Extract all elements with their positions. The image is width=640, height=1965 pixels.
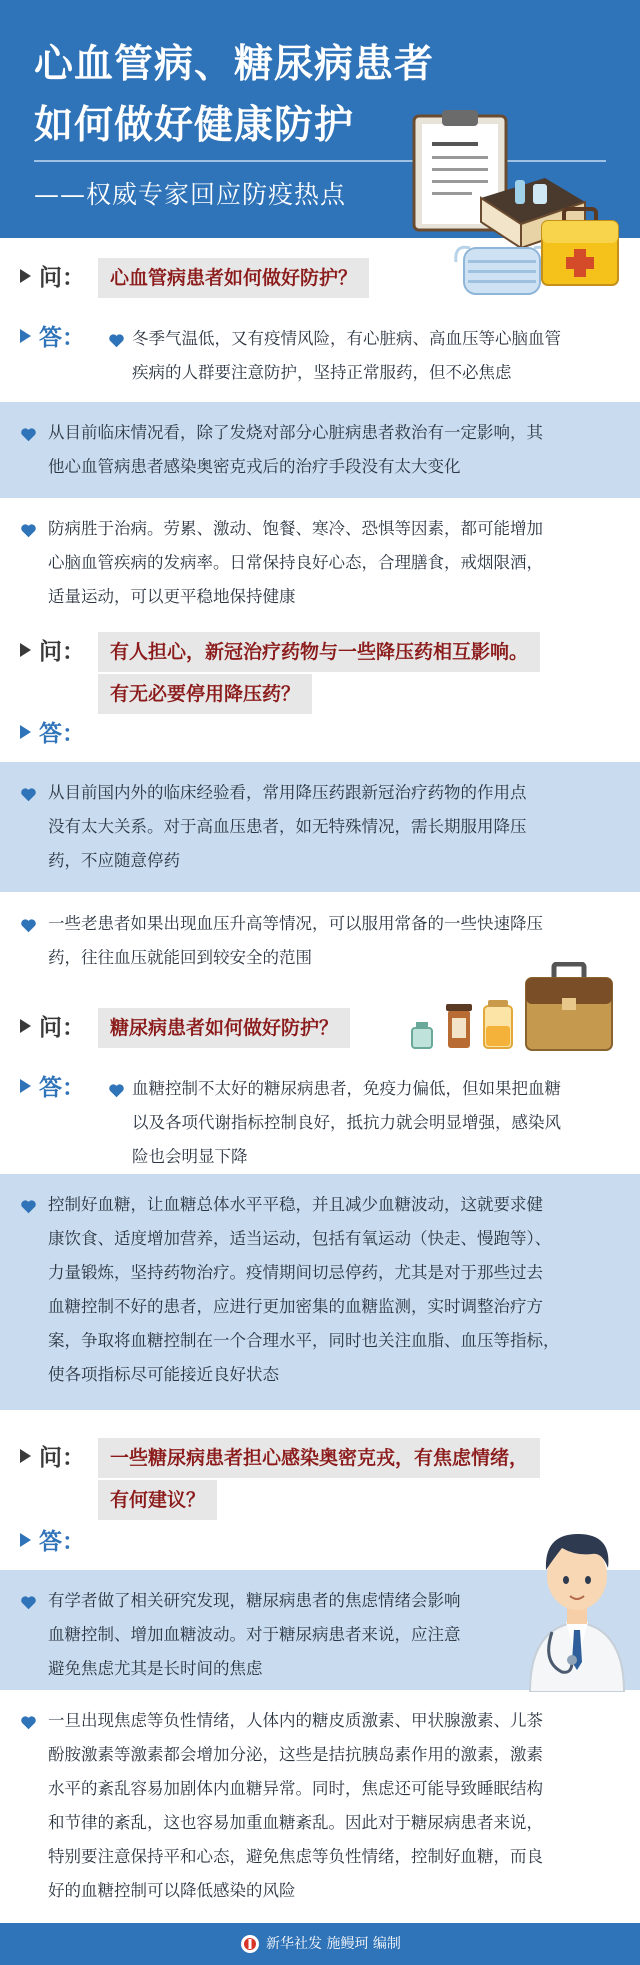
heart-bullet-icon xyxy=(20,917,37,934)
question-marker-3: 问： xyxy=(20,1012,85,1044)
answer-2-paragraph-1: 从目前国内外的临床经验看，常用降压药跟新冠治疗药物的作用点 没有太大关系。对于高血压患者，如无特殊情况，需长期服用降压 药，不应随意停药 xyxy=(48,783,527,870)
face-mask-icon xyxy=(452,240,552,298)
medical-kit-icon xyxy=(540,205,620,287)
heart-bullet-icon xyxy=(20,426,37,443)
xinhua-logo-icon xyxy=(240,1934,260,1954)
doctor-illustration xyxy=(522,1512,632,1692)
triangle-bullet-icon xyxy=(20,643,31,657)
question-marker-2: 问： xyxy=(20,636,85,668)
heart-bullet-icon xyxy=(20,522,37,539)
question-3: 糖尿病患者如何做好防护？ xyxy=(98,1008,350,1048)
question-4-line-2: 有何建议？ xyxy=(98,1480,217,1520)
heart-bullet-icon xyxy=(20,786,37,803)
question-2-line-1: 有人担心，新冠治疗药物与一些降压药相互影响。 xyxy=(98,632,540,672)
heart-bullet-icon xyxy=(108,1082,125,1099)
answer-1-paragraph-1: 冬季气温低，又有疫情风险，有心脏病、高血压等心脑血管 疾病的人群要注意防护，坚持正常服药，但不必焦虑 xyxy=(132,329,561,382)
title-line-1: 心血管病、糖尿病患者 xyxy=(34,42,435,87)
answer-1-paragraph-3: 防病胜于治病。劳累、激动、饱餐、寒冷、恐惧等因素，都可能增加 心脑血管疾病的发病率。日常保持良好心态，合理膳食，戒烟限酒， 适量运动，可以更平稳地保持健康 xyxy=(48,519,543,606)
question-marker-1: 问： xyxy=(20,262,85,294)
question-marker-4: 问： xyxy=(20,1442,85,1474)
answer-marker-4: 答： xyxy=(20,1526,85,1558)
title-line-2: 如何做好健康防护 xyxy=(34,103,355,148)
answer-1-paragraph-2: 从目前临床情况看，除了发烧对部分心脏病患者救治有一定影响，其 他心血管病患者感染奥密克戎后的治疗手段没有太大变化 xyxy=(48,423,543,476)
heart-bullet-icon xyxy=(20,1198,37,1215)
answer-4-paragraph-2: 一旦出现焦虑等负性情绪，人体内的糖皮质激素、甲状腺激素、儿茶 酚胺激素等激素都会增加分泌，这些是拮抗胰岛素作用的激素，激素 水平的紊乱容易加剧体内血糖异常。同时，焦虑还可能导致睡眠结构 和节律的紊乱，这也容易加重血糖紊乱。因此对于糖尿病患者来说， 特别要注意保持平和心态，避免焦虑等负性情绪，控制好血糖，而良 好的血糖控制可以降低感染的风险 xyxy=(48,1711,543,1900)
answer-3-paragraph-1: 血糖控制不太好的糖尿病患者，免疫力偏低，但如果把血糖 以及各项代谢指标控制良好，抵抗力就会明显增强，感染风 险也会明显下降 xyxy=(132,1079,561,1166)
triangle-bullet-icon xyxy=(20,1079,31,1093)
triangle-bullet-icon xyxy=(20,329,31,343)
footer-credit: 新华社发 施鳗珂 编制 xyxy=(266,1936,401,1952)
triangle-bullet-icon xyxy=(20,269,31,283)
medical-bag-icon xyxy=(524,962,614,1052)
triangle-bullet-icon xyxy=(20,1019,31,1033)
heart-bullet-icon xyxy=(20,1594,37,1611)
answer-marker-1: 答： xyxy=(20,322,85,354)
footer-bar xyxy=(0,1923,640,1965)
answer-marker-2: 答： xyxy=(20,718,85,750)
answer-2-paragraph-2: 一些老患者如果出现血压升高等情况，可以服用常备的一些快速降压 药，往往血压就能回到较安全的范围 xyxy=(48,914,543,967)
medicine-bottles-icon xyxy=(410,1000,515,1050)
triangle-bullet-icon xyxy=(20,1533,31,1547)
title-divider xyxy=(34,160,606,162)
question-4-line-1: 一些糖尿病患者担心感染奥密克戎，有焦虑情绪， xyxy=(98,1438,540,1478)
answer-4-paragraph-1: 有学者做了相关研究发现，糖尿病患者的焦虑情绪会影响 血糖控制、增加血糖波动。对于糖尿病患者来说，应注意 避免焦虑尤其是长时间的焦虑 xyxy=(48,1591,461,1678)
answer-3-paragraph-2: 控制好血糖，让血糖总体水平平稳，并且减少血糖波动，这就要求健 康饮食、适度增加营养，适当运动，包括有氧运动（快走、慢跑等）、 力量锻炼，坚持药物治疗。疫情期间切忌停药，尤其是对于那些过去 血糖控制不好的患者，应进行更加密集的血糖监测，实时调整治疗方 案，争取将血糖控制在一个合理水平，同时也关注血脂、血压等指标， 使各项指标尽可能接近良好状态 xyxy=(48,1195,560,1384)
heart-bullet-icon xyxy=(20,1714,37,1731)
page-title xyxy=(34,34,434,156)
triangle-bullet-icon xyxy=(20,725,31,739)
subtitle: ——权威专家回应防疫热点 xyxy=(34,180,347,209)
question-1: 心血管病患者如何做好防护？ xyxy=(98,258,369,298)
triangle-bullet-icon xyxy=(20,1449,31,1463)
heart-bullet-icon xyxy=(108,332,125,349)
answer-marker-3: 答： xyxy=(20,1072,85,1104)
question-2-line-2: 有无必要停用降压药？ xyxy=(98,674,312,714)
